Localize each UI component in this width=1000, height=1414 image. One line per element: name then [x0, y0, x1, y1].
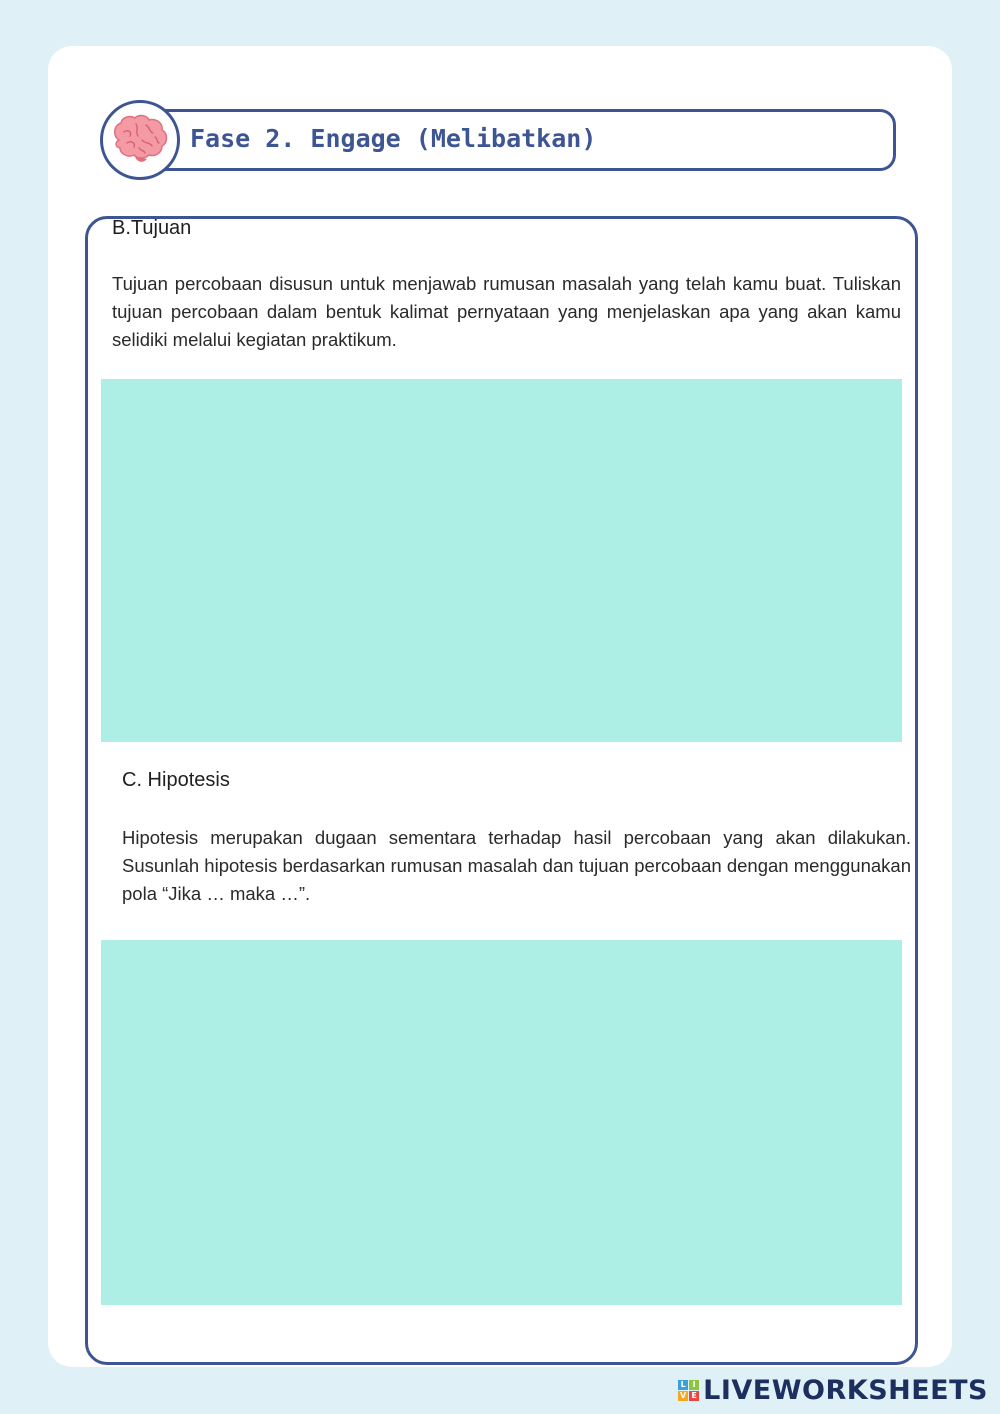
hipotesis-answer-field[interactable]: [101, 940, 902, 1305]
liveworksheets-logo: [678, 1375, 988, 1406]
section-c-instructions: Hipotesis merupakan dugaan sementara terhadap hasil percobaan yang akan dilakukan. Susunlah hipotesis berdasarkan rumusan masalah dan tujuan percobaan dengan menggunakan pola “Jika … maka …”.: [122, 827, 911, 904]
section-b-instructions: Tujuan percobaan disusun untuk menjawab rumusan masalah yang telah kamu buat. Tuliskan tujuan percobaan dalam bentuk kalimat pernyataan yang menjelaskan apa yang akan kamu selidiki melalui kegiatan praktikum.: [112, 273, 901, 350]
logo-letter: I: [689, 1380, 699, 1390]
brand-name: LIVEWORKSHEETS: [703, 1375, 988, 1406]
logo-letter: V: [680, 1391, 687, 1400]
section-b-title: B.Tujuan: [112, 217, 192, 239]
tujuan-answer-field[interactable]: [101, 379, 902, 742]
logo-mark: [678, 1380, 699, 1401]
phase-title: Fase 2. Engage (Melibatkan): [190, 124, 597, 153]
phase-header-badge: [100, 100, 180, 180]
logo-letter: L: [678, 1380, 688, 1390]
brain-icon: [109, 112, 171, 168]
logo-letter: E: [689, 1391, 699, 1401]
section-c-title: C. Hipotesis: [122, 769, 230, 791]
